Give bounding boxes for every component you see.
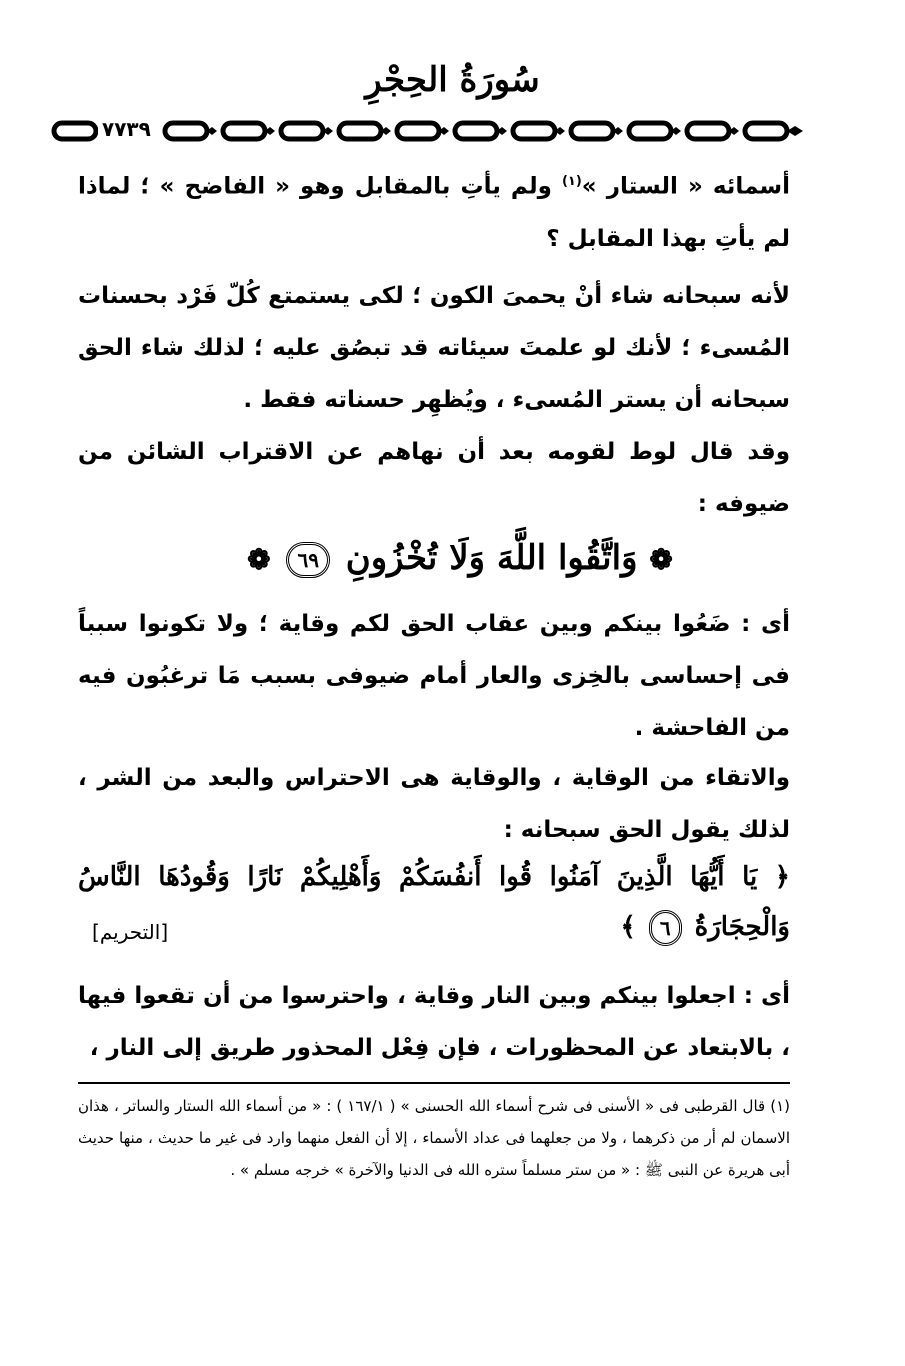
- paragraph-3-text: وقد قال لوط لقومه بعد أن نهاهم عن الاقتراب الشائن من ضيوفه :: [78, 439, 790, 517]
- paragraph-3: [78, 426, 790, 530]
- footnote-divider: [78, 1082, 790, 1084]
- header-chain-ornament: [50, 118, 820, 144]
- paragraph-6-text: أى : اجعلوا بينكم وبين النار وقاية ، واحترسوا من أن تقعوا فيها ، بالابتعاد عن المحظورات ، فإن فِعْل المحذور طريق إلى النار ،: [78, 983, 790, 1061]
- footnote-1: (١) قال القرطبى فى « الأسنى فى شرح أسماء الله الحسنى » ( ١٦٧/١ ) : « من أسماء الله الستار والساتر ، هذان الاسمان لم أر من ذكرهما ، ولا من جعلهما فى عداد الأسماء ، إلا أن الفعل منهما وارد فى غير ما حديث ، منها حديث أبى هريرة عن النبى ﷺ : « من ستر مسلماً ستره الله فى الدنيا والآخرة » خرجه مسلم » .: [78, 1097, 790, 1179]
- verse2-ayah-badge: ٦: [649, 910, 682, 946]
- verse-ornament-left: ❁: [247, 543, 271, 576]
- quran-verse-tahrim-6: [78, 852, 790, 952]
- paragraph-2-text: لأنه سبحانه شاء أنْ يحمىَ الكون ؛ لكى يستمتع كُلّ فَرْد بحسنات المُسىء ؛ لأنك لو علمتَ سيئاته قد تبصُق عليه ؛ لذلك شاء الحق سبحانه أن يستر المُسىء ، ويُظهِر حسناته فقط .: [78, 283, 790, 413]
- verse2-close-bracket: ﴾: [620, 912, 636, 942]
- paragraph-1-rest: ولم يأتِ بالمقابل وهو « الفاضح » ؛ لماذا لم يأتِ بهذا المقابل ؟: [78, 173, 790, 252]
- ayah-number-badge: ٦٩: [286, 542, 329, 578]
- paragraph-1: [78, 156, 790, 265]
- paragraph-2: [78, 270, 790, 426]
- verse-text: وَاتَّقُوا اللَّهَ وَلَا تُخْزُونِ: [345, 538, 638, 578]
- footnote-marker: (١): [561, 174, 582, 189]
- paragraph-1-start: أسمائه « الستار »: [581, 173, 790, 200]
- quran-verse-hijr-69: [190, 528, 730, 590]
- paragraph-4: [78, 598, 790, 754]
- verse-ornament-right: ❁: [649, 543, 673, 576]
- paragraph-6: [78, 970, 790, 1074]
- verse2-text: ﴿ يَا أَيُّهَا الَّذِينَ آمَنُوا قُوا أَنفُسَكُمْ وَأَهْلِيكُمْ نَارًا وَقُودُهَا النَّاسُ وَالْحِجَارَةُ: [78, 862, 790, 942]
- surah-title: سُورَةُ الحِجْرِ: [365, 60, 540, 100]
- paragraph-5: [78, 752, 790, 856]
- paragraph-5-text: والاتقاء من الوقاية ، والوقاية هى الاحتراس والبعد من الشر ، لذلك يقول الحق سبحانه :: [78, 765, 790, 843]
- paragraph-4-text: أى : ضَعُوا بينكم وبين عقاب الحق لكم وقاية ؛ ولا تكونوا سبباً فى إحساسى بالخِزى والعار أمام ضيوفى بسبب مَا ترغبُون فيه من الفاحشة .: [78, 611, 790, 741]
- page-number: ٧٧٣٩: [98, 117, 155, 141]
- footnotes: [78, 1090, 790, 1186]
- verse-source-label: [التحريم]: [92, 920, 169, 944]
